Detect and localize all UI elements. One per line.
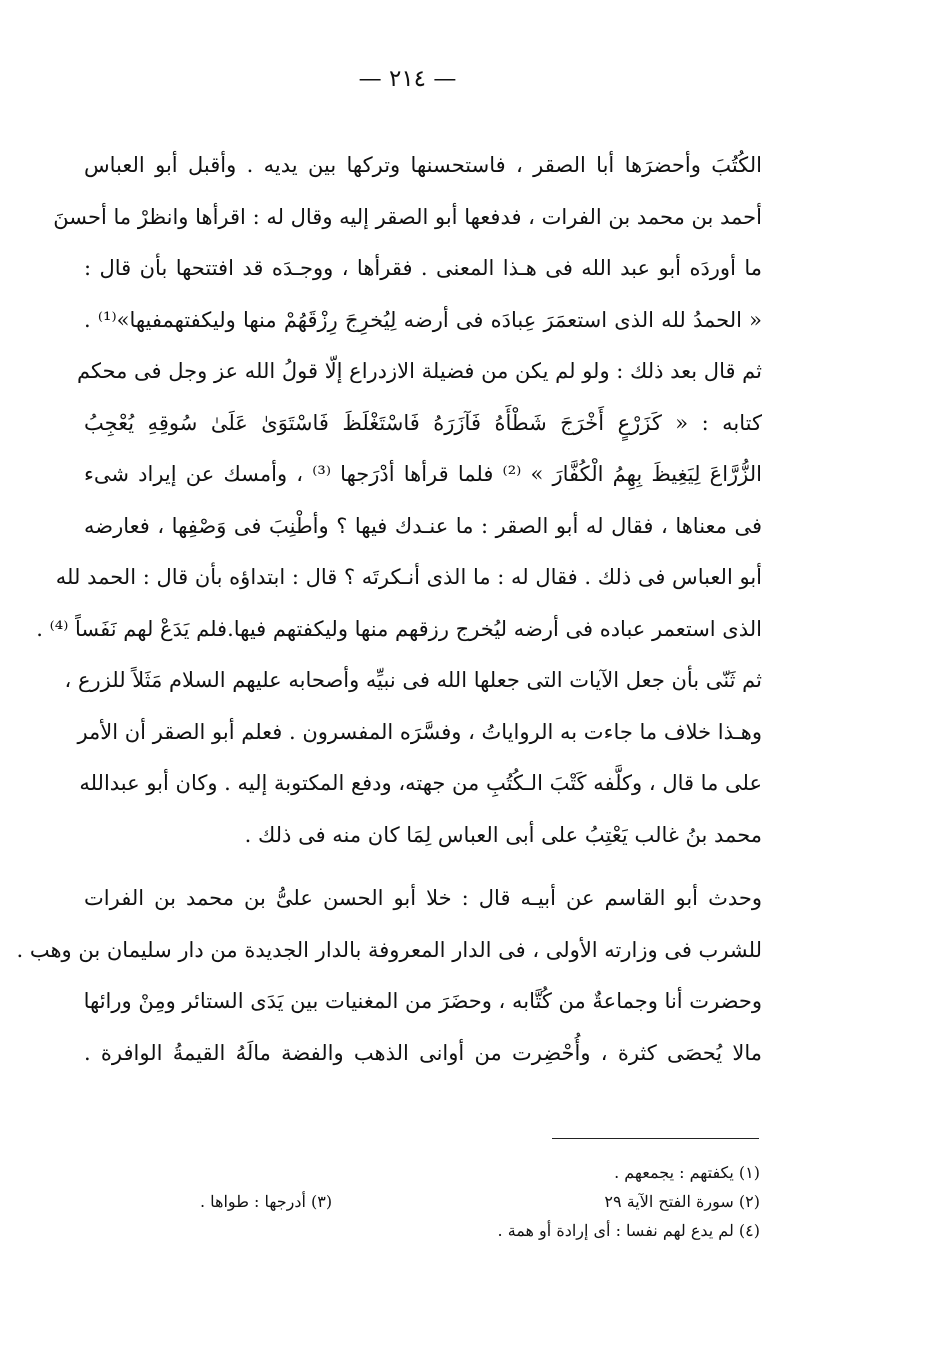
footnote-4: (٤) لم يدع لهم نفسا : أى إرادة أو همة . bbox=[497, 1221, 760, 1240]
text-line: أحمد بن محمد بن الفرات ، فدفعها أبو الصقر إليه وقال له : اقرأها وانظرْ ما أحسنَ bbox=[53, 204, 762, 229]
footnote-3: (٣) أدرجها : طواها . bbox=[200, 1192, 333, 1211]
text-line: محمد بنُ غالب يَعْتِبُ على أبى العباس لِمَا كان منه فى ذلك . bbox=[244, 822, 762, 847]
footnote-row bbox=[200, 1216, 760, 1245]
text-line: فى معناها ، فقال له أبو الصقر : ما عنـدك فيها ؟ وأطْنِبَ فى وَصْفِها ، فعارضه bbox=[84, 513, 762, 538]
text-line: الزُّرَّاعَ لِيَغِيظَ بِهِمُ الْكُفَّارَ » ⁽²⁾ فلما قرأها أدْرَجها ⁽³⁾ ، وأمسك عن إيراد شىء bbox=[84, 462, 762, 486]
text-line: على ما قال ، وكلَّفه كَتْبَ الـكُتُبِ من جهته، ودفع المكتوبة إليه . وكان أبو عبدالله bbox=[79, 771, 762, 795]
paragraph-2 bbox=[16, 879, 762, 1085]
text-line: وحدث أبو القاسم عن أبيـه قال : خلا أبو الحسن علىُّ بن محمد بن الفرات bbox=[84, 886, 762, 910]
text-line: للشرب فى وزارته الأولى ، فى الدار المعروفة بالدار الجديدة من دار سليمان بن وهب . bbox=[16, 937, 762, 962]
footnotes bbox=[200, 1158, 760, 1245]
paragraph-1 bbox=[36, 146, 762, 867]
text-line: الذى استعمر عباده فى أرضه ليُخرج رزقهم منها وليكفتهم فيها.فلم يَدَعْ لهم نَفَساً ⁽⁴⁾ . bbox=[36, 616, 762, 641]
footnote-divider bbox=[552, 1138, 759, 1139]
footnote-1: (١) يكفتهم : يجمعهم . bbox=[614, 1163, 760, 1182]
text-line: ما أوردَه أبو عبد الله فى هـذا المعنى . فقرأها ، ووجـدَه قد افتتحها بأن قال : bbox=[84, 256, 762, 280]
footnote-row bbox=[200, 1158, 760, 1187]
text-line: وهـذا خلاف ما جاءت به الرواياتُ ، وفسَّرَه المفسرون . فعلم أبو الصقر أن الأمر bbox=[77, 719, 762, 744]
paragraph-spacer bbox=[84, 867, 762, 879]
text-line: أبو العباس فى ذلك . فقال له : ما الذى أنـكرتَه ؟ قال : ابتداؤه بأن قال : الحمد لله bbox=[55, 565, 762, 589]
text-line: كتابه : « كَزَرْعٍ أَخْرَجَ شَطْأَهُ فَآزَرَهُ فَاسْتَغْلَظَ فَاسْتَوَىٰ عَلَىٰ سُوقِهِ يُعْجِبُ bbox=[84, 410, 762, 435]
text-line: « الحمدُ لله الذى استعمَرَ عِبادَه فى أرضه لِيُخرِجَ رِزْقَهُمْ منها وليكفتهمفيها»⁽¹⁾ . bbox=[84, 307, 762, 332]
text-line: الكُتُبَ وأحضرَها أبا الصقر ، فاستحسنها وتركها بين يديه . وأقبل أبو العباس bbox=[84, 153, 762, 177]
footnote-2: (٢) سورة الفتح الآية ٢٩ bbox=[604, 1192, 760, 1211]
text-line: مالا يُحصَى كثرة ، وأُحْضِرت من أوانى الذهب والفضة مالَهُ القيمةُ الوافرة . bbox=[84, 1040, 762, 1065]
text-line: ثم ثَنّى بأن جعل الآيات التى جعلها الله فى نبيِّه وأصحابه عليهم السلام مَثَلاً للزرع ، bbox=[64, 668, 762, 692]
text-line: ثم قال بعد ذلك : ولو لم يكن من فضيلة الازدراع إلّا قولُ الله عز وجل فى محكم bbox=[76, 359, 762, 383]
footnote-row bbox=[200, 1187, 760, 1216]
text-line: وحضرت أنا وجماعةٌ من كُتَّابه ، وحضَرَ من المغنيات بين يَدَى الستائر ومِنْ ورائها bbox=[83, 989, 762, 1013]
page-number: — ٢١٤ — bbox=[358, 66, 457, 92]
body-text bbox=[16, 146, 762, 1085]
